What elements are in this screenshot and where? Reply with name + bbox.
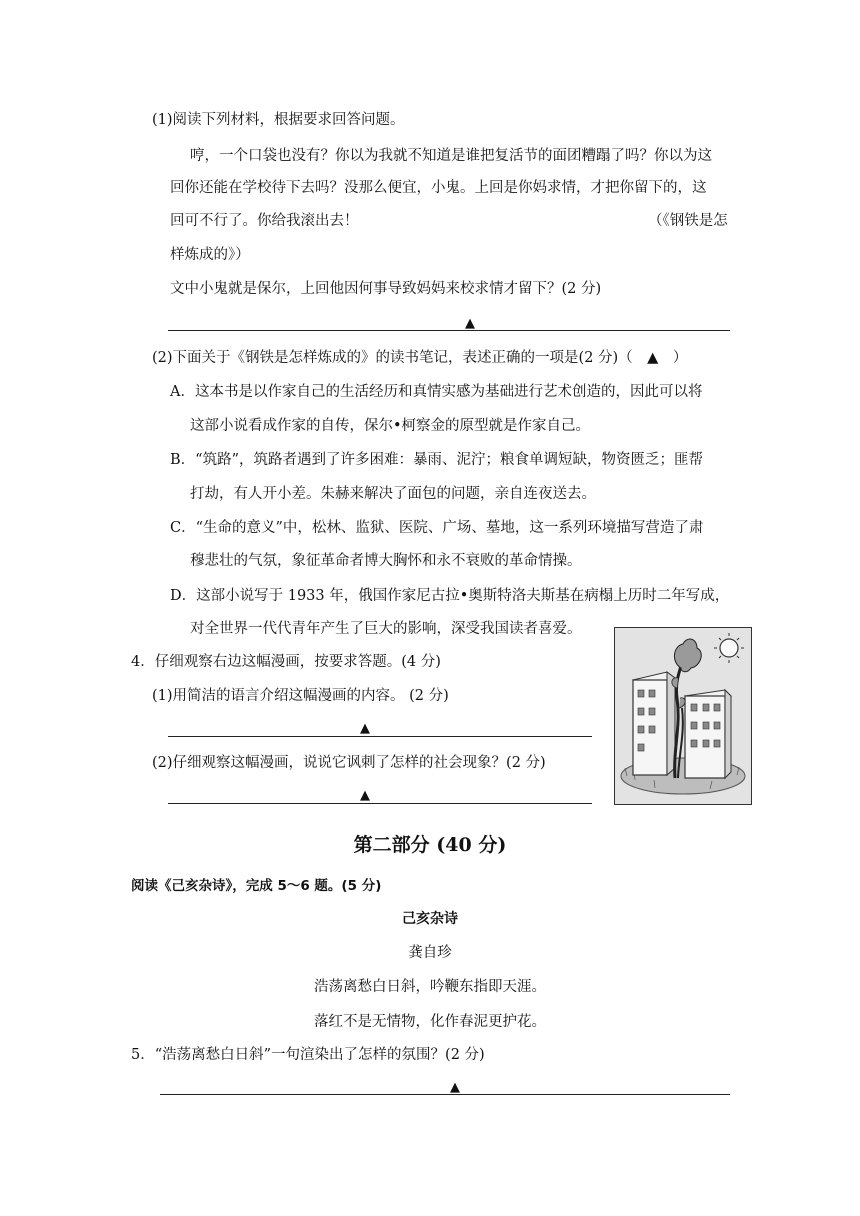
q3-part1-prompt: (1)阅读下列材料，根据要求回答问题。: [152, 112, 405, 128]
option-a-line-1: A．这本书是以作家自己的生活经历和真情实感为基础进行艺术创造的，因此可以将: [170, 384, 703, 400]
option-a-line-2: 这部小说看成作家的自传，保尔•柯察金的原型就是作家自己。: [190, 418, 591, 434]
passage-line-2: 回你还能在学校待下去吗？没那么便宜，小鬼。上回是你妈求情，才把你留下的，这: [170, 180, 707, 196]
q4-title: 4．仔细观察右边这幅漫画，按要求答题。(4 分): [131, 654, 441, 670]
q5-text: 5．“浩荡离愁白日斜”一句渲染出了怎样的氛围？(2 分): [131, 1047, 485, 1063]
passage-source: （《钢铁是怎: [648, 213, 728, 229]
part2-intro: 阅读《己亥杂诗》，完成 5～6 题。(5 分): [131, 878, 382, 894]
answer-line[interactable]: [160, 1094, 730, 1095]
cartoon-image: [614, 627, 752, 805]
q3-part2-prompt: (2)下面关于《钢铁是怎样炼成的》的读书笔记，表述正确的一项是(2 分)（ ▲ ）: [152, 350, 688, 366]
cartoon-drawing: [615, 628, 751, 804]
answer-marker: ▲: [360, 788, 370, 803]
answer-marker: ▲: [360, 721, 370, 736]
option-d-line-2: 对全世界一代代青年产生了巨大的影响，深受我国读者喜爱。: [190, 621, 582, 637]
part2-heading: 第二部分 (40 分): [353, 834, 507, 856]
answer-marker: ▲: [465, 316, 475, 331]
answer-line[interactable]: [168, 736, 592, 737]
q4-part1: (1)用简洁的语言介绍这幅漫画的内容。 (2 分): [152, 688, 449, 704]
poem-title: 己亥杂诗: [402, 911, 458, 927]
option-c-line-2: 穆悲壮的气氛，象征革命者博大胸怀和永不衰败的革命情操。: [190, 553, 582, 569]
option-d-line-1: D．这部小说写于 1933 年，俄国作家尼古拉•奥斯特洛夫斯基在病榻上历时二年写成，: [170, 588, 730, 604]
passage-line-1: 哼，一个口袋也没有？你以为我就不知道是谁把复活节的面团糟蹋了吗？你以为这: [190, 148, 712, 164]
passage-source-cont: 样炼成的》）: [170, 247, 250, 263]
q4-part2: (2)仔细观察这幅漫画，说说它讽刺了怎样的社会现象？(2 分): [152, 755, 546, 771]
option-c-line-1: C．“生命的意义”中，松林、监狱、医院、广场、墓地，这一系列环境描写营造了肃: [170, 520, 704, 536]
q3-part1-question: 文中小鬼就是保尔，上回他因何事导致妈妈来校求情才留下？(2 分): [170, 281, 602, 297]
answer-marker: ▲: [450, 1080, 460, 1095]
answer-line[interactable]: [168, 803, 592, 804]
poem-line-2: 落红不是无情物，化作春泥更护花。: [314, 1014, 546, 1030]
option-b-line-1: B．“筑路”，筑路者遇到了许多困难：暴雨、泥泞；粮食单调短缺，物资匮乏；匪帮: [170, 452, 703, 468]
option-b-line-2: 打劫，有人开小差。朱赫来解决了面包的问题，亲自连夜送去。: [190, 486, 596, 502]
poem-author: 龚自珍: [408, 945, 452, 961]
poem-line-1: 浩荡离愁白日斜，吟鞭东指即天涯。: [314, 979, 546, 995]
answer-line[interactable]: [168, 330, 730, 331]
passage-line-3: 回可不行了。你给我滚出去！: [170, 213, 359, 229]
